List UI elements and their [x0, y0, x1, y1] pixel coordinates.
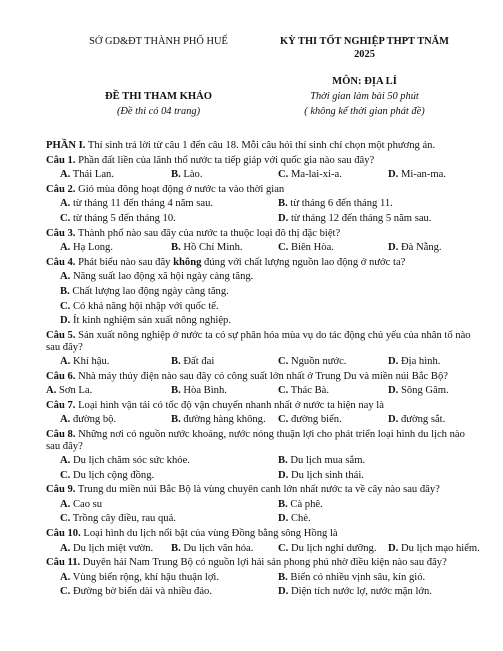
doc-type: ĐỀ THI THAM KHẢO — [104, 91, 213, 102]
options-row — [46, 385, 474, 400]
options-row — [46, 586, 474, 601]
section-label: PHẦN I. — [46, 140, 86, 151]
question-9 — [46, 484, 474, 499]
option-d: D. Mi-an-ma. — [388, 169, 446, 181]
options-row — [46, 169, 474, 184]
exam-body — [46, 140, 480, 601]
question-text: Nhà máy thủy điện nào sau đây có công suất lớn nhất ở Trung Du và miền núi Bắc Bộ? — [75, 370, 448, 382]
question-text: Loại hình vận tải có tốc độ vận chuyển nhanh nhất ở nước ta hiện nay là — [75, 399, 384, 411]
question-7 — [46, 400, 474, 415]
question-text: Những nơi có nguồn nước khoáng, nước nóng thuận lợi cho phát triển loại hình du lịch nào sau đây? — [46, 428, 465, 453]
option-a: A. đường bộ. — [60, 414, 117, 426]
option-b: B. đường hàng không. — [171, 414, 266, 426]
option-a: A. Cao su — [60, 498, 103, 510]
exam-year: 2025 — [354, 49, 375, 61]
question-number: Câu 4. — [46, 256, 76, 268]
option-b: B. Chất lượng lao động ngày càng tăng. — [60, 285, 229, 297]
options-row — [46, 213, 474, 228]
option-c: C. Đường bờ biển dài và nhiều đảo. — [60, 586, 213, 598]
question-text: đúng với chất lượng nguồn lao động ở nước ta? — [201, 256, 406, 268]
question-text: Trung du miền núi Bắc Bộ là vùng chuyên canh lớn nhất nước ta về cây nào sau đây? — [75, 484, 440, 496]
section-text: Thí sinh trả lời từ câu 1 đến câu 18. Mỗi câu hỏi thí sinh chỉ chọn một phương án. — [85, 140, 436, 151]
options-row — [46, 572, 474, 587]
time-note: ( không kể thời gian phát đề) — [304, 106, 425, 117]
options-row — [46, 356, 474, 371]
option-b: B. Du lịch mua sắm. — [278, 455, 366, 467]
option-d: D. Địa hình. — [388, 355, 441, 367]
question-text: Thành phố nào sau đây của nước ta thuộc loại đô thị đặc biệt? — [75, 227, 341, 239]
department-name: SỞ GD&ĐT THÀNH PHỐ HUẾ — [89, 36, 228, 47]
question-number: Câu 2. — [46, 183, 76, 195]
option-c: C. Trồng cây điều, rau quả. — [60, 513, 176, 525]
option-b: B. Đất đai — [171, 355, 215, 367]
option-b: B. Cà phê. — [278, 498, 323, 510]
question-text: Gió mùa đông hoạt động ở nước ta vào thời gian — [75, 183, 285, 195]
question-8 — [46, 429, 474, 454]
option-d: D. Diện tích nước lợ, nước mặn lớn. — [278, 586, 432, 598]
question-number: Câu 3. — [46, 227, 76, 239]
option-d: D. Chè. — [278, 513, 311, 525]
option-d: D. Sông Gâm. — [388, 385, 449, 397]
option-c: C. Thác Bà. — [278, 385, 330, 397]
options-row — [46, 542, 480, 558]
exam-title — [262, 36, 467, 62]
option-c: C. Biên Hòa. — [278, 242, 334, 254]
options-row — [46, 455, 474, 470]
question-10 — [46, 528, 474, 543]
option-a: A. từ tháng 11 đến tháng 4 năm sau. — [60, 198, 214, 210]
option-c: C. Ma-lai-xi-a. — [278, 169, 342, 181]
option-d: D. đường sắt. — [388, 414, 446, 426]
question-number: Câu 9. — [46, 484, 76, 496]
option-c: C. từ tháng 5 đến tháng 10. — [60, 212, 176, 224]
option-b: B. Biển có nhiều vịnh sâu, kín gió. — [278, 571, 426, 583]
question-text: Duyên hải Nam Trung Bộ có nguồn lợi hải sản phong phú nhờ điều kiện nào sau đây? — [80, 557, 447, 569]
question-3 — [46, 228, 474, 243]
question-5 — [46, 330, 474, 355]
question-number: Câu 11. — [46, 557, 81, 569]
option-b: B. Hồ Chí Minh. — [171, 242, 243, 254]
option-d: D. Đà Nẵng. — [388, 242, 442, 254]
option-a: A. Sơn La. — [46, 385, 93, 397]
question-4 — [46, 257, 474, 272]
option-b: B. Lào. — [171, 169, 203, 181]
question-number: Câu 5. — [46, 329, 76, 341]
section-instruction — [46, 140, 474, 155]
subject-title: MÔN: ĐỊA LÍ — [332, 76, 397, 87]
option-c: C. đường biển. — [278, 414, 342, 426]
options-row — [46, 242, 474, 257]
option-a: A. Hạ Long. — [60, 242, 113, 254]
option-d: D. Du lịch mạo hiểm. — [388, 542, 480, 554]
question-text: Phần đất liền của lãnh thổ nước ta tiếp giáp với quốc gia nào sau đây? — [75, 154, 375, 166]
option-c: C. Du lịch cộng đồng. — [60, 469, 155, 481]
option-c: C. Có khả năng hội nhập với quốc tế. — [60, 300, 219, 312]
options-row — [46, 499, 474, 514]
option-c: C. Du lịch nghỉ dưỡng. — [278, 542, 377, 554]
option-d: D. Ít kinh nghiệm sản xuất nông nghiệp. — [60, 315, 231, 327]
option-a: A. Năng suất lao động xã hội ngày càng tăng. — [60, 271, 254, 283]
pages-note: (Đề thi có 04 trang) — [116, 106, 201, 117]
option-c: C. Nguồn nước. — [278, 355, 347, 367]
question-emphasis: không — [173, 256, 202, 268]
option-d: D. Du lịch sinh thái. — [278, 469, 364, 481]
option-b: B. từ tháng 6 đến tháng 11. — [278, 198, 393, 210]
question-1 — [46, 155, 474, 170]
question-11 — [46, 557, 474, 572]
option-d: D. từ tháng 12 đến tháng 5 năm sau. — [278, 212, 432, 224]
options-row — [46, 414, 474, 429]
question-text: Loại hình du lịch nổi bật của vùng Đồng bằng sông Hồng là — [80, 528, 338, 540]
question-number: Câu 10. — [46, 528, 81, 540]
option-b: B. Hòa Bình. — [171, 385, 227, 397]
question-number: Câu 1. — [46, 154, 76, 166]
question-number: Câu 7. — [46, 399, 76, 411]
option-a: A. Du lịch chăm sóc sức khỏe. — [60, 455, 190, 467]
question-number: Câu 8. — [46, 428, 76, 440]
option-a: A. Khí hậu. — [60, 355, 110, 367]
option-a: A. Vùng biển rộng, khí hậu thuận lợi. — [60, 571, 220, 583]
question-text: Phát biểu nào sau đây — [75, 256, 174, 268]
option-b: B. Du lịch văn hóa. — [171, 542, 254, 554]
options-row — [46, 198, 474, 213]
question-number: Câu 6. — [46, 370, 76, 382]
options-row — [46, 470, 474, 485]
question-text: Sản xuất nông nghiệp ở nước ta có sự phân hóa mùa vụ do tác động chủ yếu của nhân tố nào sau đây? — [46, 329, 471, 354]
time-limit: Thời gian làm bài 50 phút — [310, 91, 419, 102]
option-a: A. Thái Lan. — [60, 169, 114, 181]
exam-title-text: KỲ THI TỐT NGHIỆP THPT TNĂM — [280, 36, 449, 47]
option-a: A. Du lịch miệt vườn. — [60, 542, 154, 554]
options-row — [46, 513, 474, 528]
question-6 — [46, 371, 474, 386]
question-2 — [46, 184, 474, 199]
